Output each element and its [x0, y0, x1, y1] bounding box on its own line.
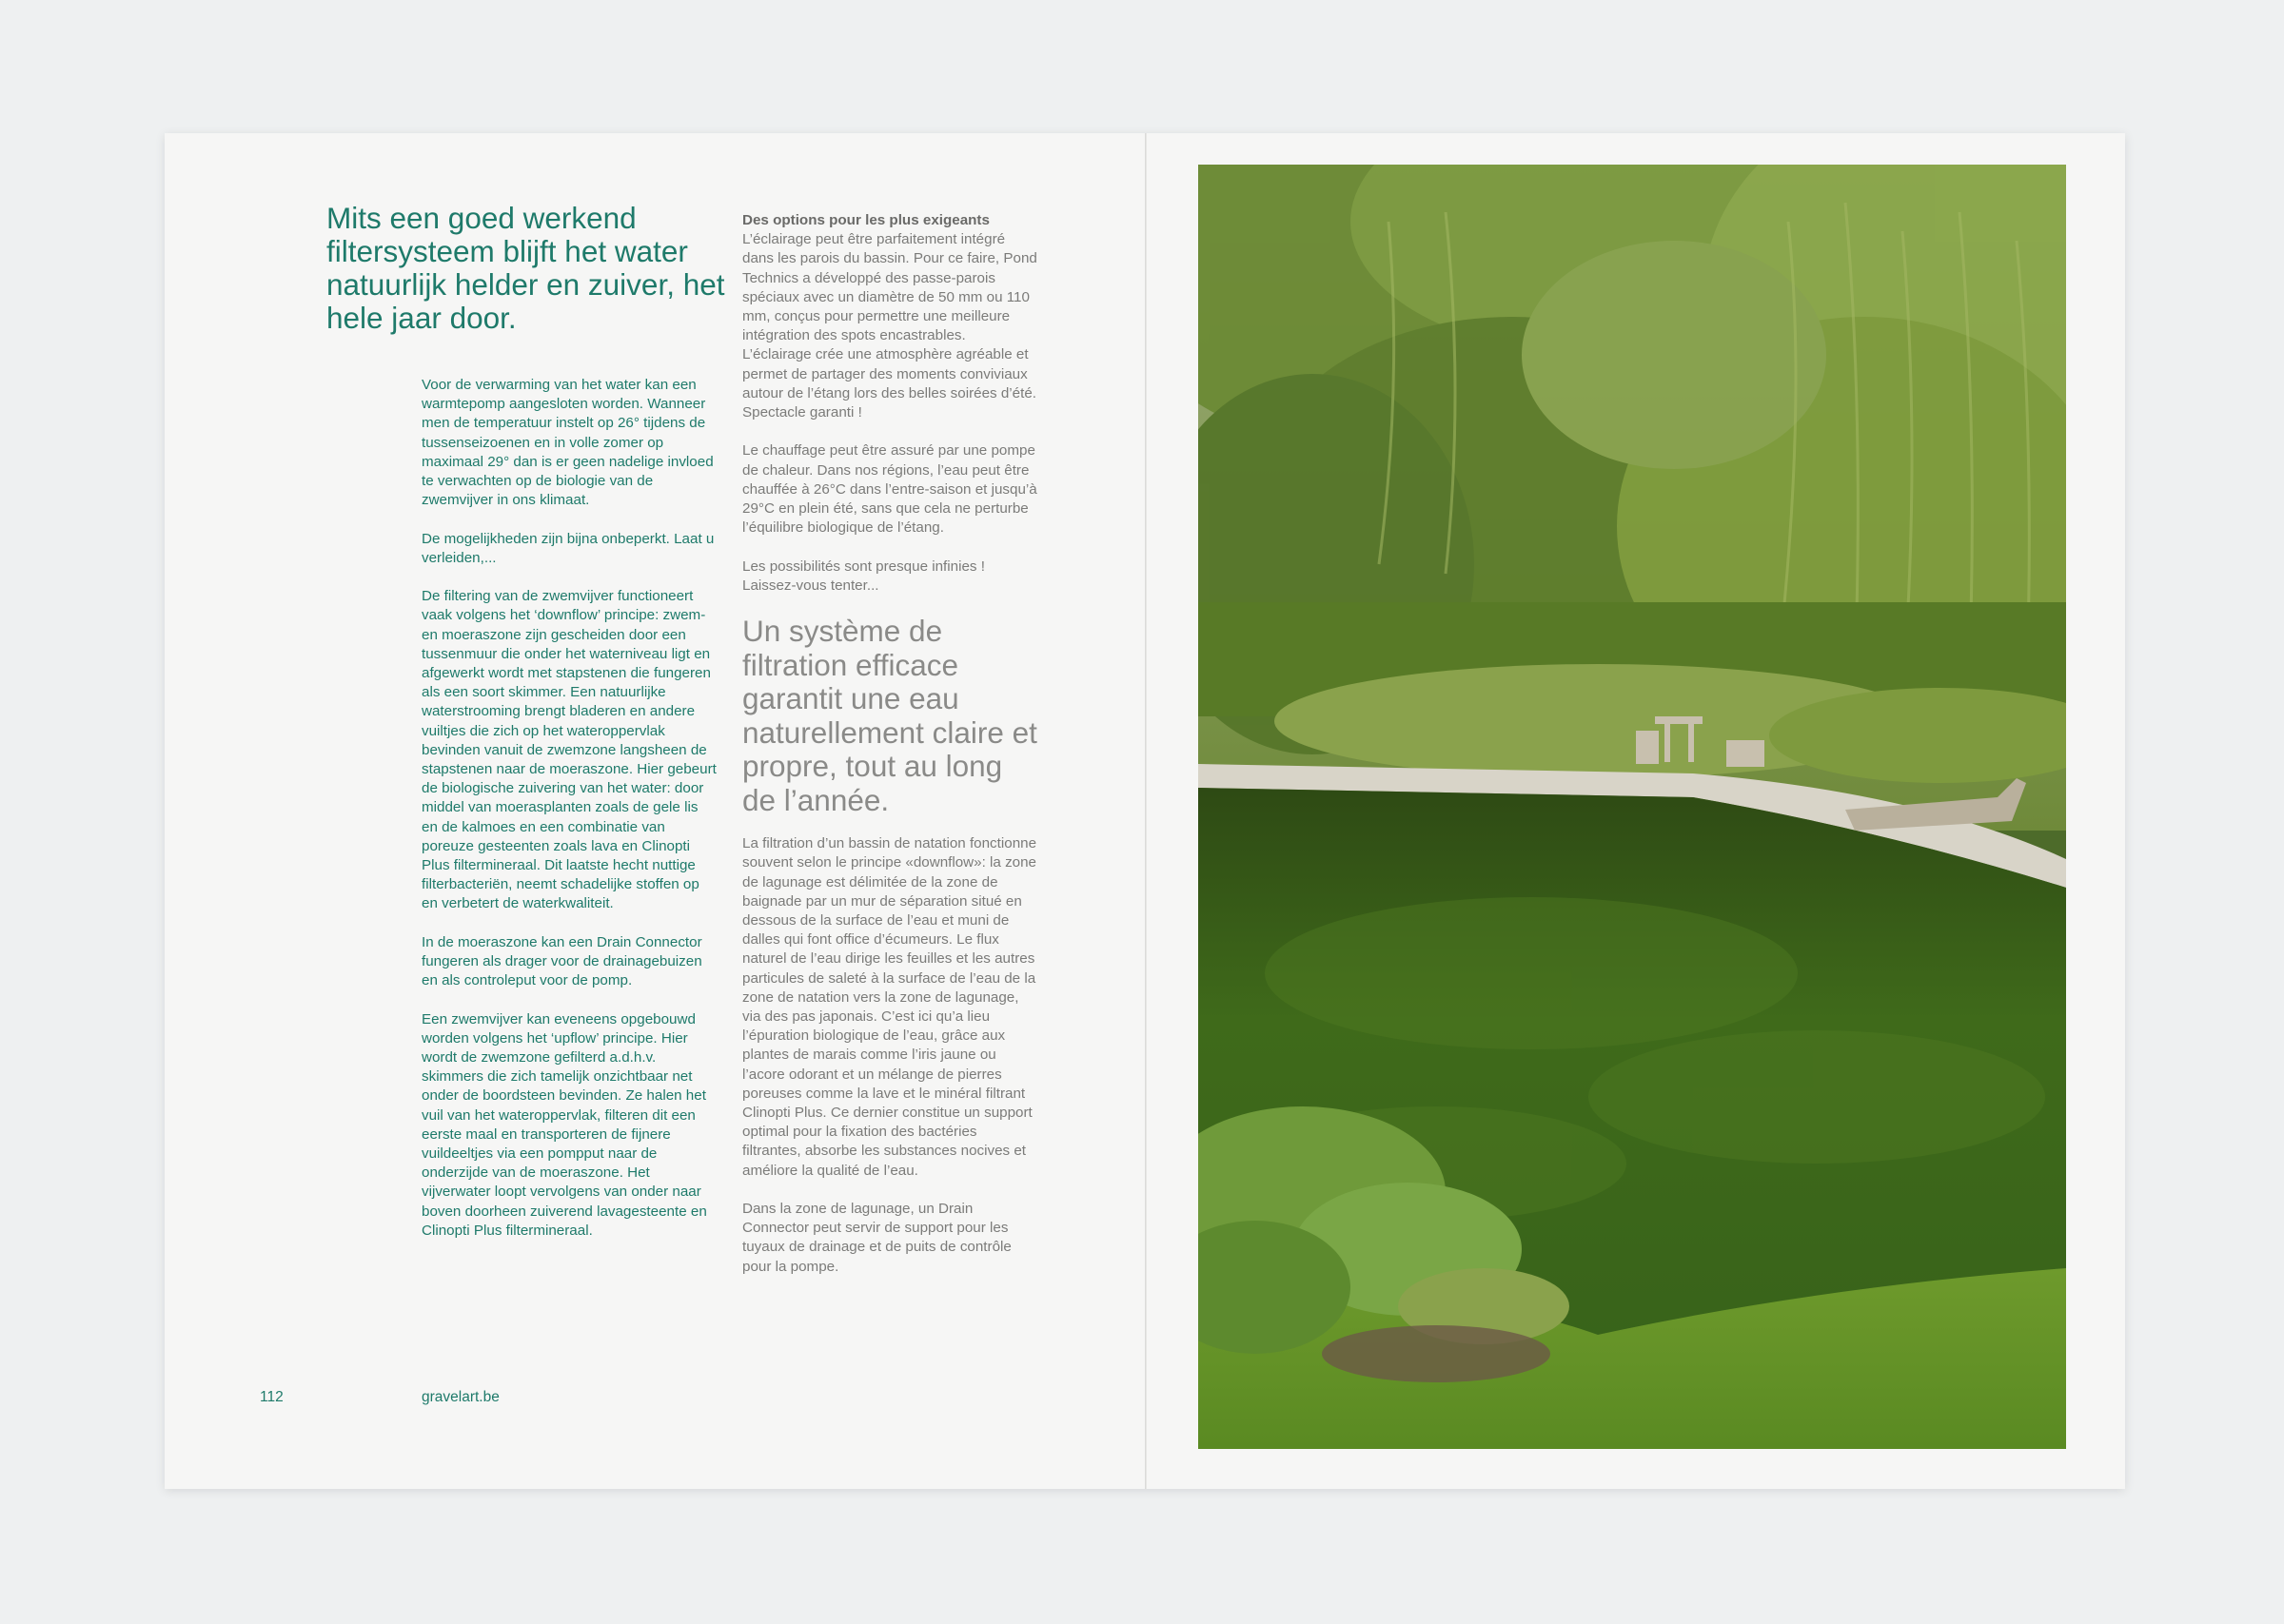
swimming-pond-photo — [1198, 165, 2066, 1449]
dutch-paragraph: Een zwemvijver kan eveneens opgebouwd worden volgens het ‘upflow’ principe. Hier wordt de zwemzone gefilterd a.d.h.v. skimmers die zich tamelijk onzichtbaar net onder de boordsteen bevinden. Ze halen het vuil van het wateroppervlak, filteren dit een eerste maal en transporteren de fijnere vuildeeltjes via een pompput naar de onderzijde van de moeraszone. Het vijverwater loopt vervolgens van onder naar boven doorheen zuiverend lavagesteente en Clinopti Plus filtermineraal. — [422, 1010, 707, 1239]
magazine-spread — [165, 133, 2125, 1489]
french-paragraph: L’éclairage peut être parfaitement intégré dans les parois du bassin. Pour ce faire, Pond Technics a développé des passe-parois spéciaux avec un diamètre de 50 mm ou 110 mm, conçus pour permettre une meilleure intégration des spots encastrables. L’éclairage crée une atmosphère agréable et permet de partager des moments conviviaux autour de l’étang lors des belles soirées d’été. Spectacle garanti ! — [742, 231, 1037, 421]
right-page — [1147, 133, 2125, 1489]
french-headline: Un système de filtration efficace garantit une eau naturellement claire et propre, tout au long de l’année. — [742, 614, 1037, 817]
dutch-paragraph: Voor de verwarming van het water kan een warmtepomp aangesloten worden. Wanneer men de temperatuur instelt op 26° tijdens de tussenseizoenen en in volle zomer op maximaal 29° dan is er geen nadelige invloed te verwachten op de biologie van de zwemvijver in ons klimaat. — [422, 377, 714, 509]
dutch-body-column — [422, 376, 717, 1260]
french-intro-block — [742, 211, 1037, 422]
french-column — [742, 211, 1037, 1296]
french-paragraph: Dans la zone de lagunage, un Drain Connector peut servir de support pour les tuyaux de drainage et de puits de contrôle pour la pompe. — [742, 1201, 1012, 1275]
dutch-paragraph: De mogelijkheden zijn bijna onbeperkt. Laat u verleiden,... — [422, 530, 715, 566]
dutch-headline: Mits een goed werkend filtersysteem blijft het water natuurlijk helder en zuiver, het hele jaar door. — [326, 201, 725, 335]
french-paragraph: Les possibilités sont presque infinies ! Laissez-vous tenter... — [742, 558, 985, 594]
french-paragraph: La filtration d’un bassin de natation fonctionne souvent selon le principe «downflow»: la zone de lagunage est délimitée de la zone de baignade par un mur de séparation situé en dessous de la surface de l’eau et muni de dalles qui font office d’écumeurs. Le flux naturel de l’eau dirige les feuilles et les autres particules de saleté à la surface de l’eau de la zone de natation vers la zone de lagunage, via des pas japonais. C’est ici qu’a lieu l’épuration biologique de l’eau, grâce aux plantes de marais comme l’iris jaune ou l’acore odorant et un mélange de pierres poreuses comme la lave et le minéral filtrant Clinopti Plus. Ce dernier constitue un support optimal pour la fixation des bactéries filtrantes, absorbe les substances nocives et améliore la qualité de l’eau. — [742, 835, 1037, 1179]
left-page — [165, 133, 1145, 1489]
french-subheading: Des options pour les plus exigeants — [742, 212, 990, 228]
dutch-paragraph: In de moeraszone kan een Drain Connector fungeren als drager voor de drainagebuizen en als controleput voor de pomp. — [422, 933, 702, 989]
dutch-paragraph: De filtering van de zwemvijver functioneert vaak volgens het ‘downflow’ principe: zwem- en moeraszone zijn gescheiden door een tussenmuur die onder het waterniveau ligt en afgewerkt wordt met stapstenen die fungeren als een soort skimmer. Een natuurlijke waterstrooming brengt bladeren en andere vuiltjes die zich op het wateroppervlak bevinden vanuit de zwemzone langsheen de stapstenen naar de moeraszone. Hier gebeurt de biologische zuivering van het water: door middel van moerasplanten zoals de gele lis en de kalmoes en een combinatie van poreuze gesteenten zoals lava en Clinopti Plus filtermineraal. Dit laatste hecht nuttige filterbacteriën, neemt schadelijke stoffen op en verbetert de waterkwaliteit. — [422, 588, 717, 912]
page-number: 112 — [260, 1389, 284, 1405]
website-footer: gravelart.be — [422, 1389, 500, 1405]
french-paragraph: Le chauffage peut être assuré par une pompe de chaleur. Dans nos régions, l’eau peut être chauffée à 26°C dans l’entre-saison et jusqu’à 29°C en plein été, sans que cela ne perturbe l’équilibre biologique de l’étang. — [742, 442, 1037, 537]
